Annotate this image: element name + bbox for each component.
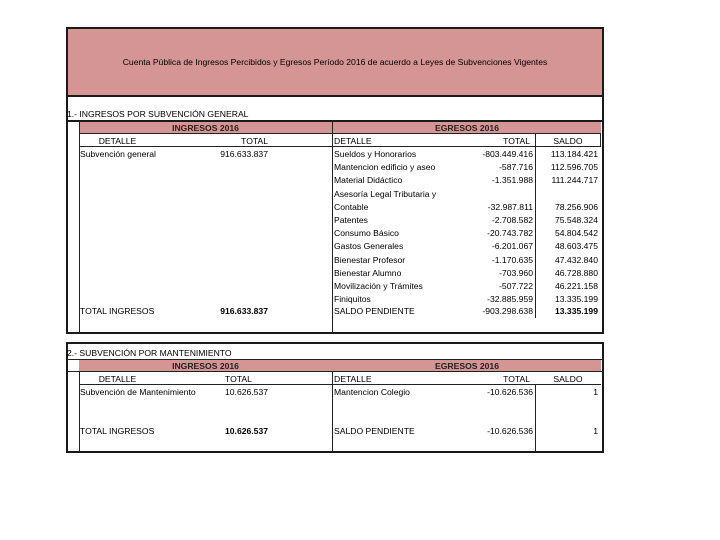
section2-heading: 2.- SUBVENCIÓN POR MANTENIMIENTO	[67, 348, 232, 358]
s1-egreso-saldo: 13.335.199	[554, 294, 598, 305]
s1-egreso-detalle: Contable	[334, 201, 369, 212]
s1-egreso-total: -1.170.635	[491, 254, 533, 265]
s2-saldo-pendiente-label: SALDO PENDIENTE	[334, 426, 415, 436]
s1-egreso-saldo: 111.244.717	[551, 175, 598, 186]
s2-egreso-total: -10.626.536	[487, 387, 533, 397]
s2-col-total-ing: TOTAL	[225, 374, 252, 384]
s2-col-saldo: SALDO	[553, 374, 583, 384]
s2-saldo-pendiente-saldo: 1	[593, 426, 598, 436]
s1-egreso-total: -32.885.959	[487, 294, 533, 305]
s1-ingreso-total: 916.633.837	[220, 149, 268, 159]
s1-egreso-saldo: 47.432.840	[554, 254, 598, 265]
s1-egreso-detalle: Bienestar Alumno	[334, 267, 402, 278]
s1-total-ingresos-label: TOTAL INGRESOS	[80, 306, 155, 316]
s1-egreso-total: -507.722	[499, 281, 533, 291]
s1-egreso-saldo: 78.256.906	[554, 201, 598, 212]
s1-egreso-total: -1.351.988	[491, 175, 533, 186]
section1-ingresos-header: INGRESOS 2016	[172, 123, 239, 133]
s1-saldo-pendiente-label: SALDO PENDIENTE	[334, 306, 415, 316]
s1-col-total-egr: TOTAL	[503, 136, 530, 146]
s2-total-ingresos: 10.626.537	[225, 426, 269, 436]
s1-total-ingresos: 916.633.837	[220, 306, 268, 316]
section2-egresos-header: EGRESOS 2016	[434, 361, 499, 371]
s1-egreso-total: -20.743.782	[487, 228, 533, 239]
section1-egresos-header: EGRESOS 2016	[434, 123, 499, 133]
s1-col-total-ing: TOTAL	[241, 136, 268, 146]
s2-egreso-saldo: 1	[593, 387, 598, 397]
s1-egreso-saldo: 112.596.705	[550, 162, 598, 173]
s1-egreso-total: -6.201.067	[491, 241, 533, 252]
s1-egreso-detalle: Asesoría Legal Tributaria y	[334, 188, 437, 199]
page-title: Cuenta Pública de Ingresos Percibidos y Egresos Período 2016 de acuerdo a Leyes de Subvenciones Vigentes	[122, 57, 548, 67]
s1-egreso-saldo: 54.804.542	[554, 228, 598, 239]
s1-egreso-total: -587.716	[499, 162, 533, 173]
s1-egreso-detalle: Gastos Generales	[334, 241, 404, 252]
s1-egreso-detalle: Consumo Básico	[334, 228, 399, 239]
s1-egreso-detalle: Patentes	[334, 215, 368, 225]
s1-egreso-saldo: 48.603.475	[554, 241, 598, 252]
s2-egreso-detalle: Mantencion Colegio	[334, 387, 410, 397]
s1-saldo-pendiente-total: -903.298.638	[482, 306, 533, 316]
s1-ingreso-detalle: Subvención general	[80, 149, 156, 159]
s1-egreso-detalle: Bienestar Profesor	[334, 254, 406, 265]
s1-egreso-detalle: Sueldos y Honorarios	[334, 149, 417, 159]
s1-egreso-total: -803.449.416	[482, 149, 533, 159]
s1-col-detalle-egr: DETALLE	[334, 136, 372, 146]
s1-egreso-total: -2.708.582	[491, 215, 533, 225]
s1-egreso-detalle: Mantencion edificio y aseo	[334, 162, 436, 173]
s1-egreso-total: -32.987.811	[487, 201, 533, 212]
section1-heading: 1.- INGRESOS POR SUBVENCIÓN GENERAL	[67, 109, 249, 119]
s2-total-ingresos-label: TOTAL INGRESOS	[80, 426, 155, 436]
s1-col-detalle-ing: DETALLE	[98, 136, 137, 146]
s1-egreso-saldo: 46.221.158	[554, 281, 598, 291]
s2-col-detalle-ing: DETALLE	[98, 374, 137, 384]
s2-col-detalle-egr: DETALLE	[334, 374, 372, 384]
s1-egreso-detalle: Movilización y Trámites	[334, 281, 423, 291]
s1-egreso-detalle: Finiquitos	[334, 294, 371, 305]
s2-col-total-egr: TOTAL	[503, 374, 530, 384]
s2-ingreso-total: 10.626.537	[225, 387, 269, 397]
s1-col-saldo: SALDO	[553, 136, 583, 146]
s1-egreso-saldo: 113.184.421	[550, 149, 598, 159]
s1-egreso-saldo: 46.728.880	[554, 267, 598, 278]
s1-egreso-saldo: 75.548.324	[554, 215, 598, 225]
s1-saldo-pendiente-saldo: 13.335.199	[554, 306, 598, 316]
s1-egreso-detalle: Material Didáctico	[334, 175, 403, 186]
s2-saldo-pendiente-total: -10.626.536	[487, 426, 533, 436]
s1-egreso-total: -703.960	[499, 267, 533, 278]
section2-ingresos-header: INGRESOS 2016	[172, 361, 239, 371]
s2-ingreso-detalle: Subvención de Mantenimiento	[80, 387, 196, 397]
